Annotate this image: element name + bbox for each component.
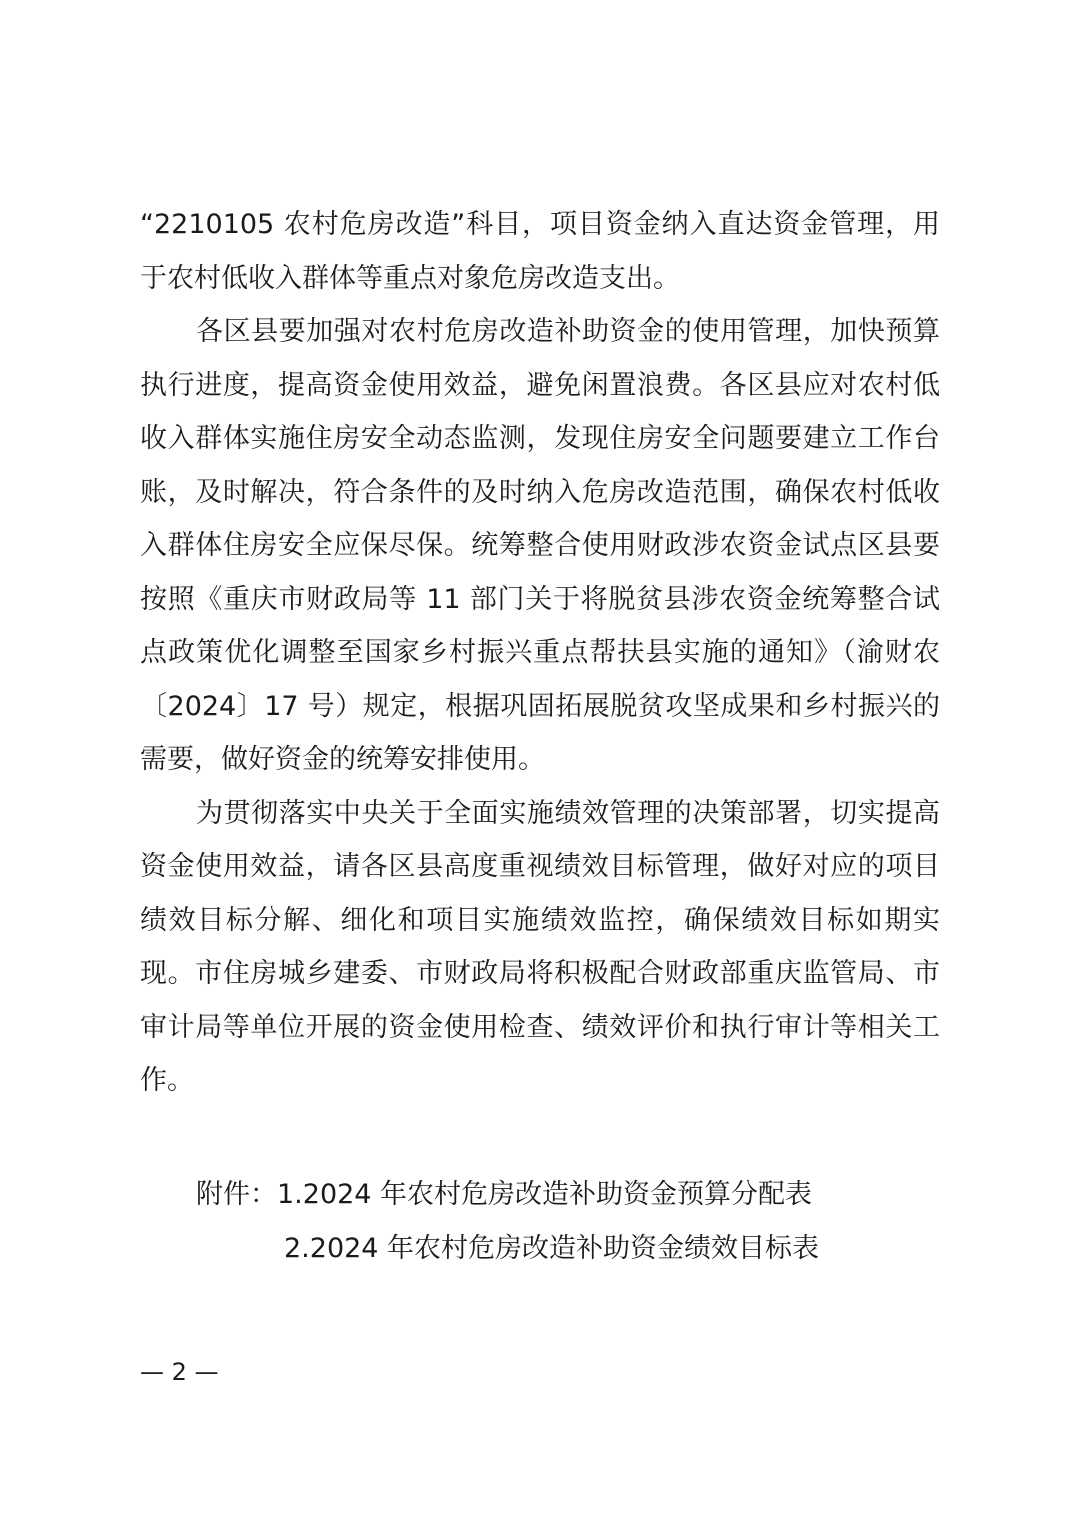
document-body bbox=[140, 198, 940, 1108]
attachment-1-title: 1.2024 年农村危房改造补助资金预算分配表 bbox=[277, 1179, 813, 1210]
paragraph-2: 各区县要加强对农村危房改造补助资金的使用管理，加快预算执行进度，提高资金使用效益，避免闲置浪费。各区县应对农村低收入群体实施住房安全动态监测，发现住房安全问题要建立工作台账，及时解决，符合条件的及时纳入危房改造范围，确保农村低收入群体住房安全应保尽保。统筹整合使用财政涉农资金试点区县要按照《重庆市财政局等 11 部门关于将脱贫县涉农资金统筹整合试点政策优化调整至国家乡村振兴重点帮扶县实施的通知》（渝财农〔2024〕17 号）规定，根据巩固拓展脱贫攻坚成果和乡村振兴的需要，做好资金的统筹安排使用。 bbox=[140, 316, 940, 775]
attachments-list bbox=[196, 1168, 940, 1275]
attachment-item-1 bbox=[196, 1168, 940, 1222]
attachments-label: 附件： bbox=[196, 1179, 277, 1210]
attachment-item-2 bbox=[196, 1222, 940, 1276]
page-number: — 2 — bbox=[140, 1358, 219, 1386]
attachment-2-title: 2.2024 年农村危房改造补助资金绩效目标表 bbox=[284, 1232, 820, 1264]
paragraph-1: “2210105 农村危房改造”科目，项目资金纳入直达资金管理，用于农村低收入群体等重点对象危房改造支出。 bbox=[140, 209, 940, 294]
paragraph-3: 为贯彻落实中央关于全面实施绩效管理的决策部署，切实提高资金使用效益，请各区县高度重视绩效目标管理，做好对应的项目绩效目标分解、细化和项目实施绩效监控，确保绩效目标如期实现。市住房城乡建委、市财政局将积极配合财政部重庆监管局、市审计局等单位开展的资金使用检查、绩效评价和执行审计等相关工作。 bbox=[140, 797, 940, 1096]
